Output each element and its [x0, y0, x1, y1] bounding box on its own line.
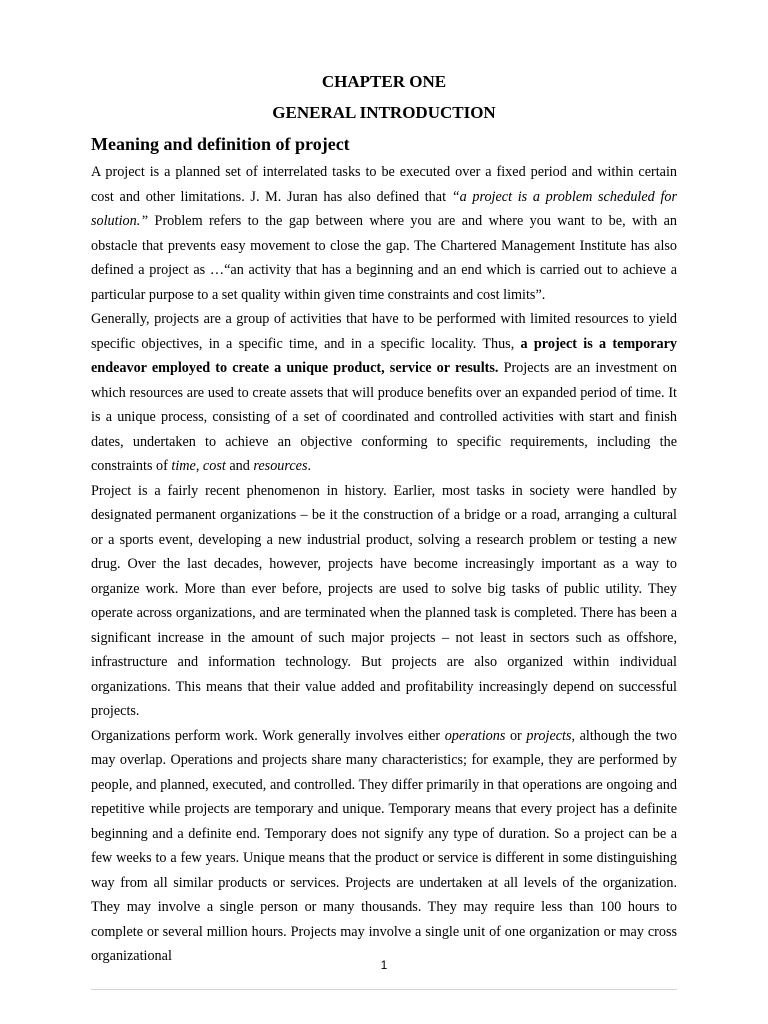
chapter-label: CHAPTER ONE	[321, 72, 447, 91]
paragraph-1	[91, 160, 677, 307]
body-text	[91, 160, 677, 969]
juran-quote: “a project is a problem scheduled for solution.”	[91, 188, 677, 229]
chapter-title: GENERAL INTRODUCTION	[272, 103, 496, 122]
footer-divider	[91, 989, 677, 990]
section-heading: Meaning and definition of project	[91, 134, 350, 154]
page-number: 1	[380, 958, 388, 972]
project-definition-bold: a project is a temporary endeavor employed to create a unique product, service or results.	[91, 335, 677, 376]
term-cost: cost	[202, 458, 226, 474]
paragraph-1-text-a: A project is a planned set of interrelated tasks to be executed over a fixed period and within certain cost and other limitations. J. M. Juran has also defined that	[91, 164, 677, 205]
paragraph-2-text-a: Generally, projects are a group of activities that have to be performed with limited resources to yield specific objectives, in a specific time, and in a specific locality. Thus,	[91, 311, 677, 352]
comma-separator: ,	[195, 458, 203, 474]
paragraph-3: Project is a fairly recent phenomenon in history. Earlier, most tasks in society were handled by designated permanent organizations – be it the construction of a bridge or a road, arranging a cultural or a sports event, developing a new industrial product, solving a research problem or testing a new drug. Over the last decades, however, projects have become increasingly important as a way to organize work. More than ever before, projects are used to solve big tasks of public utility. They operate across organizations, and are terminated when the planned task is completed. There has been a significant increase in the amount of such major projects – not least in sectors such as offshore, infrastructure and information technology. But projects are also organized within individual organizations. This means that their value added and profitability increasingly depend on successful projects.	[91, 482, 677, 719]
paragraph-2-text-b: Projects are an investment on which resources are used to create assets that will produce benefits over an expanded period of time. It is a unique process, consisting of a set of coordinated and controlled activities with start and finish dates, undertaken to achieve an objective conforming to specific requirements, including the constraints of	[91, 360, 677, 474]
and-separator: and	[225, 458, 254, 474]
paragraph-1-text-b: Problem refers to the gap between where you are and where you want to be, with an obstacle that prevents easy movement to close the gap. The Chartered Management Institute has also defined a project as …“an activity that has a beginning and an end which is carried out to achieve a particular purpose to a set quality within given time constraints and cost limits”.	[91, 213, 677, 303]
paragraph-2	[91, 307, 677, 479]
paragraph-4-text-b: , although the two may overlap. Operations and projects share many characteristics; for example, they are performed by people, and planned, executed, and controlled. They differ primarily in that operations are ongoing and repetitive while projects are temporary and unique. Temporary means that every project has a definite beginning and a definite end. Temporary does not signify any type of duration. So a project can be a few weeks to a few years. Unique means that the product or service is different in some distinguishing way from all similar products or services. Projects are undertaken at all levels of the organization. They may involve a single person or many thousands. They may require less than 100 hours to complete or several million hours. Projects may involve a single unit of one organization or may cross organizational	[91, 727, 677, 964]
paragraph-4-text-a: Organizations perform work. Work generally involves either	[91, 727, 445, 744]
term-operations: operations	[444, 727, 506, 744]
term-resources: resources	[253, 458, 308, 474]
paragraph-4	[91, 724, 677, 969]
term-projects: projects	[526, 727, 572, 744]
term-time: time	[171, 458, 196, 474]
paragraph-2-end: .	[307, 458, 312, 474]
or-separator: or	[505, 727, 527, 744]
